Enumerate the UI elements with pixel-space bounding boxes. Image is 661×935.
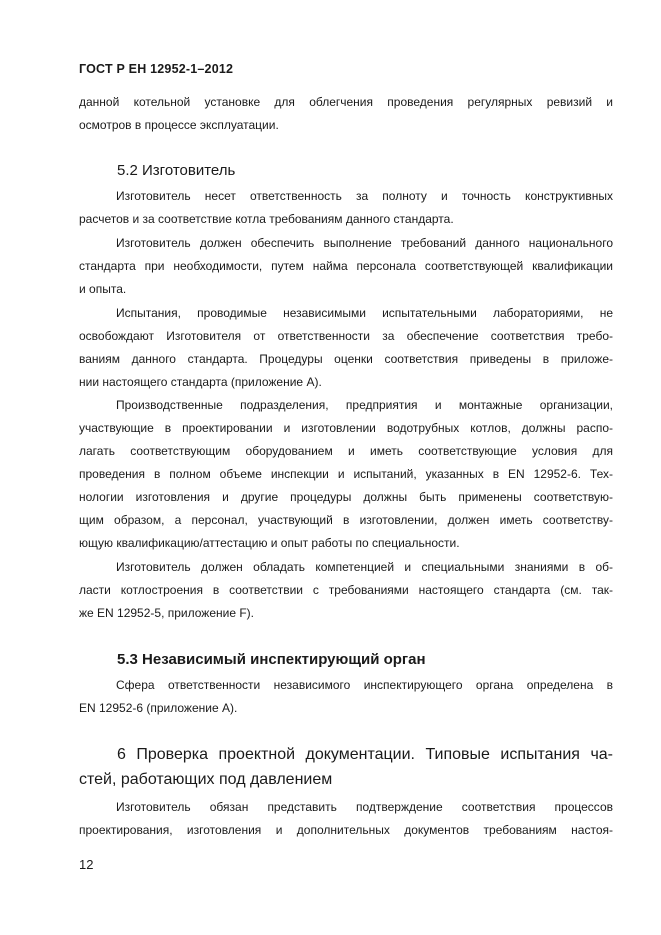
section-6-title-line-1: 6 Проверка проектной документации. Типовые испытания ча- [117, 746, 613, 763]
intro-line-2: осмотров в процессе эксплуатации. [79, 118, 279, 132]
intro-line-1: данной котельной установке для облегчения проведения регулярных ревизий и [79, 95, 613, 109]
paragraph-line: Сфера ответственности независимого инспектирующего органа определена в [116, 678, 613, 692]
paragraph-line: нии настоящего стандарта (приложение А). [79, 375, 322, 389]
paragraph-line: проведения в полном объеме инспекции и испытаний, указанных в EN 12952-6. Тех- [79, 467, 613, 481]
paragraph-line: проектирования, изготовления и дополнительных документов требованиям настоя- [79, 823, 613, 837]
section-6-title-line-2: стей, работающих под давлением [79, 771, 333, 788]
paragraph-line: участвующие в проектировании и изготовлении водотрубных котлов, должны распо- [79, 421, 613, 435]
paragraph-line: нологии изготовления и другие процедуры должны быть применены соответствую- [79, 490, 613, 504]
paragraph-line: Изготовитель несет ответственность за полноту и точность конструктивных [116, 189, 613, 203]
paragraph-line: расчетов и за соответствие котла требованиям данного стандарта. [79, 212, 454, 226]
paragraph-line: Производственные подразделения, предприятия и монтажные организации, [116, 398, 613, 412]
page-number: 12 [79, 857, 94, 872]
paragraph-line: и опыта. [79, 282, 127, 296]
paragraph-line: Изготовитель обязан представить подтверждение соответствия процессов [116, 800, 613, 814]
paragraph-line: же EN 12952-5, приложение F). [79, 606, 254, 620]
paragraph-line: ваниям данного стандарта. Процедуры оценки соответствия приведены в приложе- [79, 352, 613, 366]
paragraph-line: ющую квалификацию/аттестацию и опыт работы по специальности. [79, 536, 460, 550]
document-code-header: ГОСТ Р ЕН 12952-1–2012 [79, 62, 234, 76]
section-5-3-title: 5.3 Независимый инспектирующий орган [117, 651, 426, 668]
paragraph-line: Испытания, проводимые независимыми испытательными лабораториями, не [116, 306, 613, 320]
paragraph-line: лагать соответствующим оборудованием и иметь соответствующие условия для [79, 444, 613, 458]
paragraph-line: ласти котлостроения в соответствии с требованиями настоящего стандарта (см. так- [79, 583, 613, 597]
paragraph-line: Изготовитель должен обеспечить выполнение требований данного национального [116, 236, 613, 250]
paragraph-line: EN 12952-6 (приложение А). [79, 701, 238, 715]
section-5-2-title: 5.2 Изготовитель [117, 162, 236, 179]
paragraph-line: стандарта при необходимости, путем найма персонала соответствующей квалификации [79, 259, 613, 273]
paragraph-line: щим образом, а персонал, участвующий в изготовлении, должен иметь соответству- [79, 513, 613, 527]
paragraph-line: Изготовитель должен обладать компетенцией и специальными знаниями в об- [116, 560, 613, 574]
paragraph-line: освобождают Изготовителя от ответственности за обеспечение соответствия требо- [79, 329, 613, 343]
